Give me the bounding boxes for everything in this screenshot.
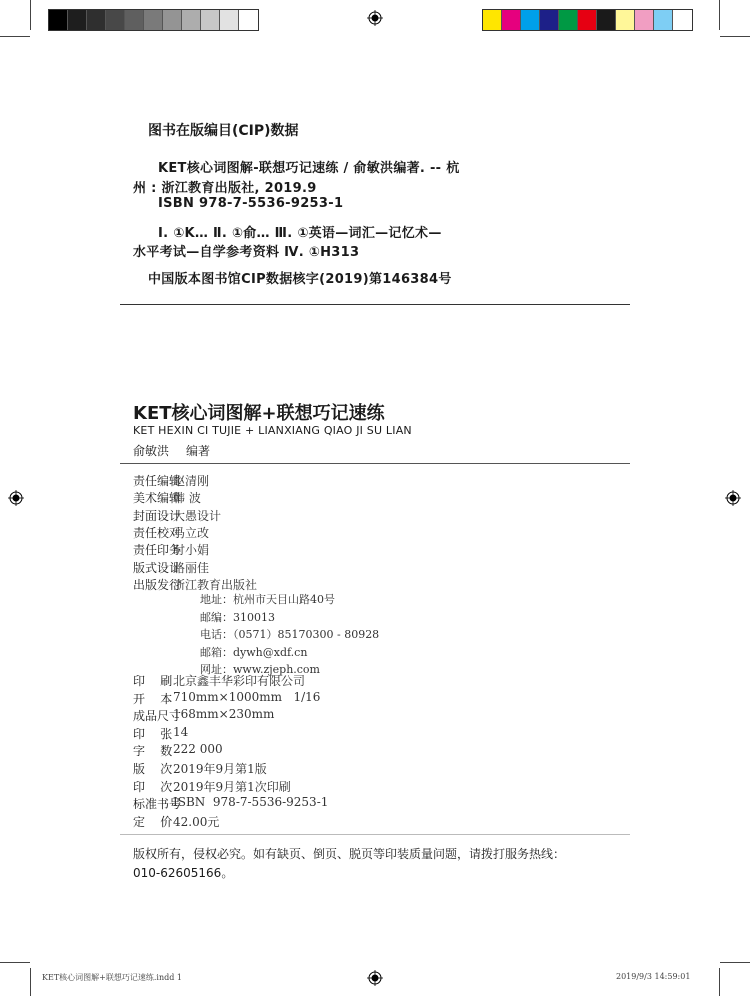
- spec-label: 印 刷: [133, 674, 173, 688]
- gray-swatch: [49, 10, 68, 30]
- cip-text-line: ISBN 978-7-5536-9253-1: [158, 196, 344, 211]
- credit-label: 美术编辑: [133, 491, 182, 506]
- cip-text-line: KET核心词图解-联想巧记速练 / 俞敏洪编著. -- 杭: [158, 161, 460, 176]
- spec-value: 北京鑫丰华彩印有限公司: [173, 674, 306, 688]
- color-swatch: [654, 10, 673, 30]
- color-swatch: [616, 10, 635, 30]
- credit-value: 韩 波: [173, 491, 201, 506]
- divider: [120, 834, 630, 835]
- credit-value: 浙江教育出版社: [173, 577, 258, 592]
- gray-swatch: [68, 10, 87, 30]
- spec-label: 开 本: [133, 691, 173, 706]
- registration-mark-icon: [367, 970, 383, 986]
- crop-mark: [720, 36, 750, 37]
- publisher-info-line: 电话：（0571）85170300 - 80928: [200, 628, 380, 642]
- gray-swatch: [182, 10, 201, 30]
- publisher-info-line: 邮箱：dywh@xdf.cn: [200, 645, 308, 659]
- divider: [120, 463, 630, 464]
- spec-value: ISBN 978-7-5536-9253-1: [173, 795, 329, 810]
- crop-mark: [0, 36, 30, 37]
- spec-label: 标准书号: [133, 797, 182, 812]
- color-swatch: [483, 10, 502, 30]
- spec-value: 14: [173, 724, 189, 739]
- file-slug: KET核心词图解+联想巧记速练.indd 1: [42, 973, 182, 982]
- credit-value: 时小娟: [173, 543, 210, 558]
- spec-label: 版 次: [133, 762, 173, 776]
- spec-label: 印 张: [133, 726, 173, 741]
- grayscale-bar: [48, 9, 259, 31]
- credit-label: 责任校对: [133, 525, 182, 540]
- crop-mark: [719, 0, 720, 30]
- credit-label: 版式设计: [133, 560, 182, 575]
- publisher-info-line: 网址：www.zjeph.com: [200, 663, 320, 677]
- gray-swatch: [163, 10, 182, 30]
- copyright-notice: 版权所有，侵权必究。如有缺页、倒页、脱页等印装质量问题，请拨打服务热线：: [133, 847, 566, 861]
- spec-label: 成品尺寸: [133, 709, 182, 724]
- service-hotline: 010-62605166。: [133, 866, 234, 880]
- cip-text-line: 州 : 浙江教育出版社, 2019.9: [133, 181, 317, 196]
- crop-mark: [719, 968, 720, 996]
- registration-mark-icon: [725, 490, 741, 506]
- divider: [120, 304, 630, 305]
- credit-value: 马立改: [173, 525, 210, 540]
- color-swatch: [635, 10, 654, 30]
- registration-mark-icon: [367, 10, 383, 26]
- credit-label: 出版发行: [133, 577, 182, 592]
- color-swatch: [521, 10, 540, 30]
- book-title: KET核心词图解+联想巧记速练: [133, 403, 385, 424]
- color-bar: [482, 9, 693, 31]
- cip-heading: 图书在版编目(CIP)数据: [148, 123, 299, 139]
- publisher-info-line: 邮编：310013: [200, 610, 275, 624]
- crop-mark: [720, 962, 750, 963]
- spec-label: 定 价: [133, 814, 173, 829]
- gray-swatch: [239, 10, 258, 30]
- crop-mark: [30, 968, 31, 996]
- color-swatch: [559, 10, 578, 30]
- gray-swatch: [201, 10, 220, 30]
- spec-label: 印 次: [133, 779, 173, 794]
- author-role: 编著: [186, 444, 211, 458]
- color-swatch: [597, 10, 616, 30]
- color-swatch: [578, 10, 597, 30]
- credit-value: 赵清刚: [173, 474, 210, 488]
- gray-swatch: [106, 10, 125, 30]
- gray-swatch: [220, 10, 239, 30]
- spec-value: 42.00元: [173, 814, 220, 829]
- cip-text-line: Ⅰ. ①K… Ⅱ. ①俞… Ⅲ. ①英语—词汇—记忆术—: [158, 226, 442, 241]
- gray-swatch: [125, 10, 144, 30]
- credit-value: 大愚设计: [173, 508, 222, 523]
- date-slug: 2019/9/3 14:59:01: [616, 972, 691, 981]
- cip-text-line: 中国版本图书馆CIP数据核字(2019)第146384号: [148, 272, 452, 287]
- credit-label: 责任编辑: [133, 474, 182, 488]
- credit-label: 封面设计: [133, 508, 182, 523]
- credit-label: 责任印务: [133, 543, 182, 558]
- crop-mark: [0, 962, 30, 963]
- spec-value: 2019年9月第1版: [173, 762, 267, 776]
- color-swatch: [673, 10, 692, 30]
- registration-mark-icon: [8, 490, 24, 506]
- book-author: 俞敏洪: [133, 444, 170, 458]
- spec-value: 222 000: [173, 742, 223, 757]
- crop-mark: [30, 0, 31, 30]
- book-title-pinyin: KET HEXIN CI TUJIE + LIANXIANG QIAO JI SU LIAN: [133, 424, 412, 437]
- credit-value: 路丽佳: [173, 560, 210, 575]
- color-swatch: [540, 10, 559, 30]
- color-swatch: [502, 10, 521, 30]
- spec-value: 2019年9月第1次印刷: [173, 779, 291, 794]
- spec-value: 710mm×1000mm 1/16: [173, 689, 321, 704]
- spec-label: 字 数: [133, 744, 173, 759]
- publisher-info-line: 地址：杭州市天目山路40号: [200, 593, 335, 606]
- gray-swatch: [144, 10, 163, 30]
- spec-value: 168mm×230mm: [173, 707, 275, 722]
- gray-swatch: [87, 10, 106, 30]
- cip-text-line: 水平考试—自学参考资料 Ⅳ. ①H313: [133, 245, 360, 260]
